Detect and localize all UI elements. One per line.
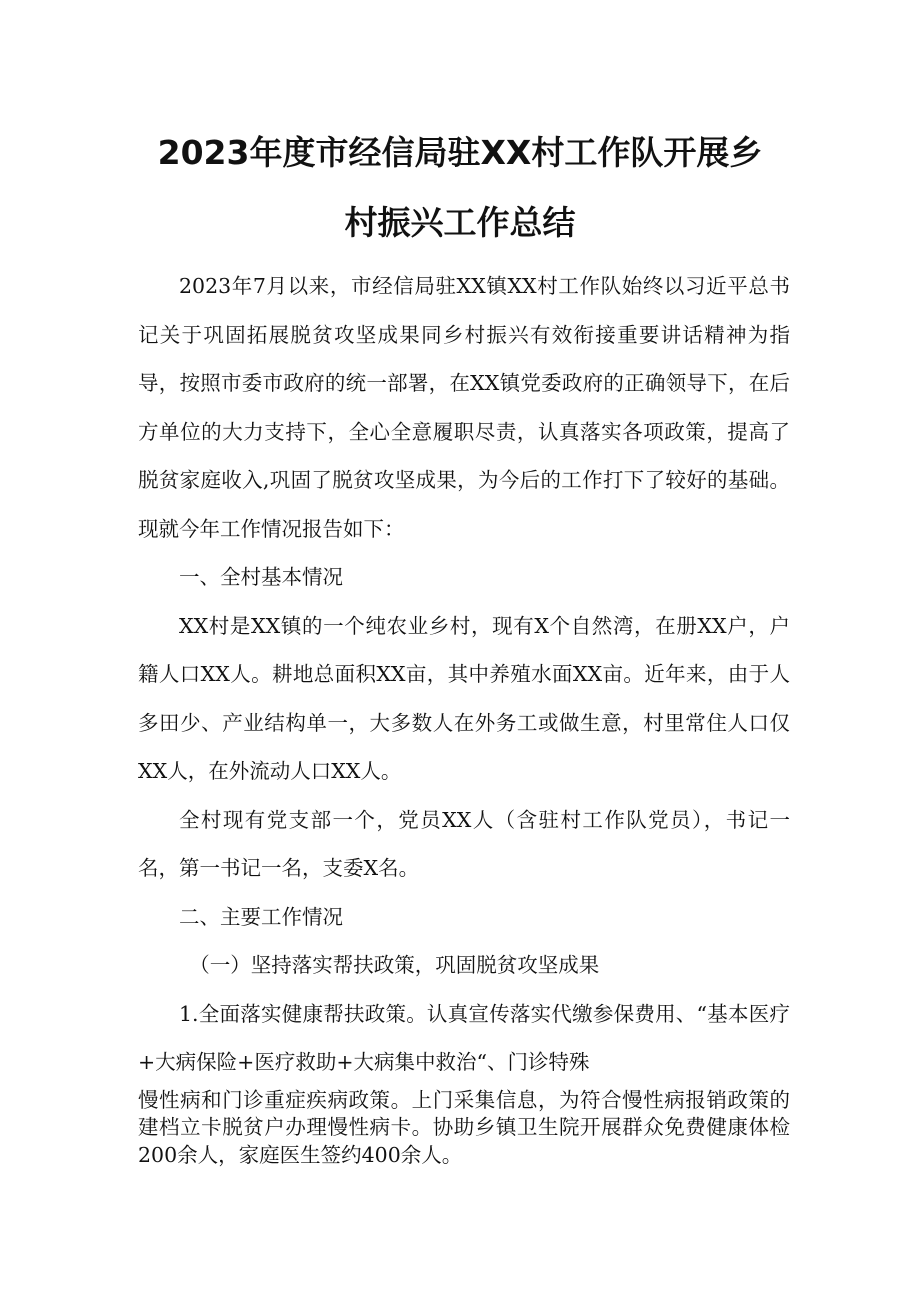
document-title-line-1: 2023年度市经信局驻XX村工作队开展乡 <box>157 133 763 172</box>
section-heading-2: 二、主要工作情况 <box>179 904 343 929</box>
document-body <box>138 262 790 1169</box>
document-title-line-2: 村振兴工作总结 <box>344 203 576 242</box>
section-heading-1: 一、全村基本情况 <box>179 565 343 589</box>
item-1-paragraph-start: 1.全面落实健康帮扶政策。认真宣传落实代缴参保费用、“基本医疗+大病保险+医疗救助+大病集中救治“、门诊特殊 <box>138 1001 790 1074</box>
intro-paragraph: 2023年7月以来，市经信局驻XX镇XX村工作队始终以习近平总书记关于巩固拓展脱贫攻坚成果同乡村振兴有效衔接重要讲话精神为指导，按照市委市政府的统一部署，在XX镇党委政府的正确领导下，在后方单位的大力支持下，全心全意履职尽责，认真落实各项政策，提高了脱贫家庭收入,巩固了脱贫攻坚成果，为今后的工作打下了较好的基础。现就今年工作情况报告如下： <box>138 274 790 541</box>
item-1-paragraph-continuation: 慢性病和门诊重症疾病政策。上门采集信息，为符合慢性病报销政策的建档立卡脱贫户办理慢性病卡。协助乡镇卫生院开展群众免费健康体检200余人，家庭医生签约400余人。 <box>138 1087 790 1167</box>
section-1-paragraph-2: 全村现有党支部一个，党员XX人（含驻村工作队党员），书记一名，第一书记一名，支委X名。 <box>138 807 790 880</box>
subsection-heading-1: （一）坚持落实帮扶政策，巩固脱贫攻坚成果 <box>189 953 600 977</box>
section-1-paragraph-1: XX村是XX镇的一个纯农业乡村，现有X个自然湾，在册XX户，户籍人口XX人。耕地总面积XX亩，其中养殖水面XX亩。近年来，由于人多田少、产业结构单一，大多数人在外务工或做生意，村里常住人口仅XX人，在外流动人口XX人。 <box>138 613 790 783</box>
